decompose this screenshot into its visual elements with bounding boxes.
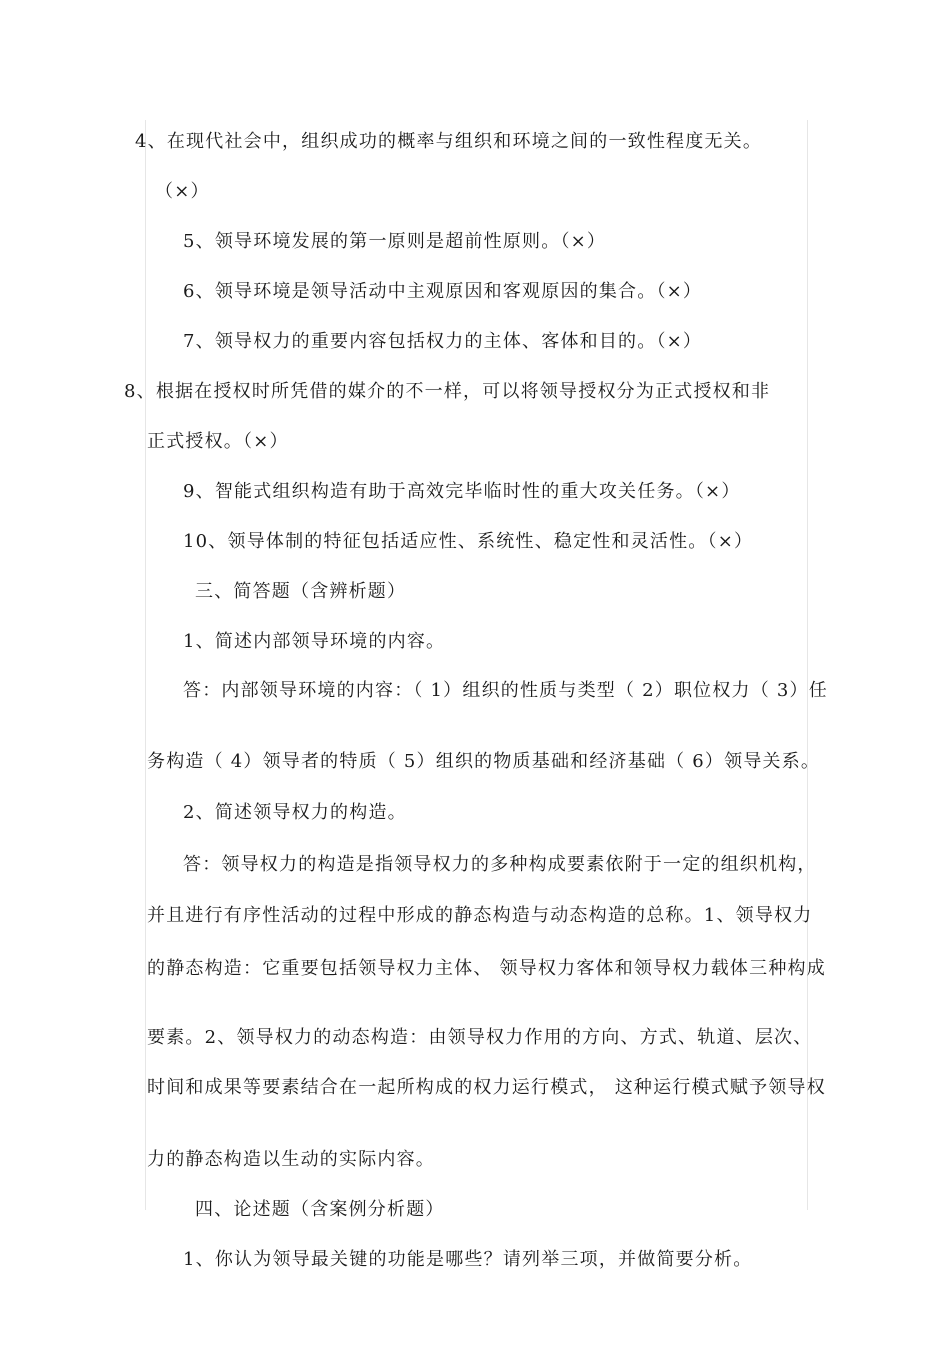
- judgment-item-9: 9、智能式组织构造有助于高效完毕临时性的重大攻关任务。（×）: [183, 481, 741, 502]
- section-heading-essay: 四、论述题（含案例分析题）: [195, 1199, 445, 1220]
- question-1-answer-part-2: 务构造（ 4）领导者的特质（ 5）组织的物质基础和经济基础（ 6）领导关系。: [147, 751, 821, 772]
- question-2-answer-line-1: 答：领导权力的构造是指领导权力的多种构成要素依附于一定的组织机构，: [183, 854, 817, 875]
- judgment-item-6: 6、领导环境是领导活动中主观原因和客观原因的集合。（×）: [183, 281, 703, 302]
- judgment-item-8: 8、根据在授权时所凭借的媒介的不一样，可以将领导授权分为正式授权和非: [124, 381, 771, 402]
- question-1-answer-part-1: 答：内部领导环境的内容：（ 1）组织的性质与类型（ 2）职位权力（ 3）任: [183, 680, 828, 701]
- section-heading-short-answer: 三、简答题（含辨析题）: [195, 581, 407, 602]
- question-1-title: 1、简述内部领导环境的内容。: [183, 631, 446, 652]
- judgment-item-4-answer: （×）: [155, 181, 210, 202]
- judgment-item-10: 10、领导体制的特征包括适应性、系统性、稳定性和灵活性。（×）: [183, 531, 754, 552]
- question-2-answer-line-5: 时间和成果等要素结合在一起所构成的权力运行模式， 这种运行模式赋予领导权: [147, 1077, 826, 1098]
- judgment-item-8-continued: 正式授权。（×）: [147, 431, 289, 452]
- question-2-answer-line-6: 力的静态构造以生动的实际内容。: [147, 1149, 435, 1170]
- judgment-item-7: 7、领导权力的重要内容包括权力的主体、客体和目的。（×）: [183, 331, 703, 352]
- question-2-answer-line-3: 的静态构造：它重要包括领导权力主体、 领导权力客体和领导权力载体三种构成: [147, 958, 826, 979]
- question-2-answer-line-4: 要素。2、领导权力的动态构造：由领导权力作用的方向、方式、轨道、层次、: [147, 1027, 813, 1048]
- judgment-item-4: 4、在现代社会中，组织成功的概率与组织和环境之间的一致性程度无关。: [135, 131, 763, 152]
- judgment-item-5: 5、领导环境发展的第一原则是超前性原则。（×）: [183, 231, 607, 252]
- question-2-title: 2、简述领导权力的构造。: [183, 802, 407, 823]
- essay-question-1: 1、你认为领导最关键的功能是哪些？请列举三项，并做简要分析。: [183, 1249, 753, 1270]
- page-frame-left-border: [145, 120, 146, 1210]
- question-2-answer-line-2: 并且进行有序性活动的过程中形成的静态构造与动态构造的总称。1、领导权力: [147, 905, 813, 926]
